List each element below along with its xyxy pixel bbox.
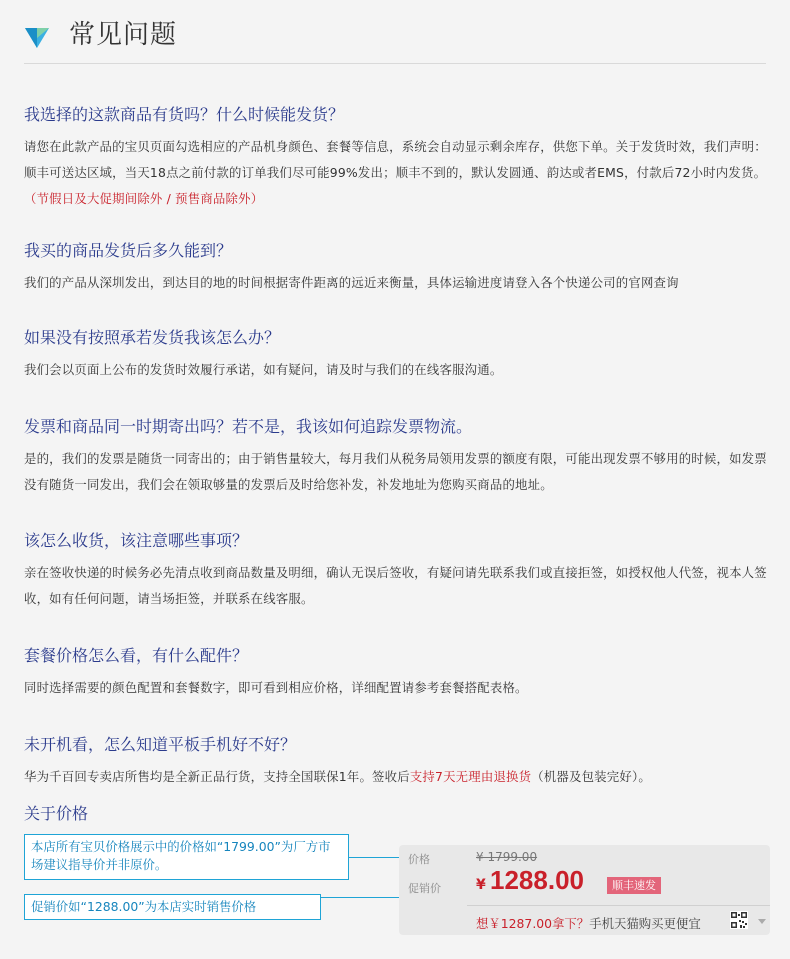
shipping-badge: 顺丰速发 [607, 877, 661, 894]
price-label: 价格 [408, 853, 430, 866]
faq-question: 如果没有按照承若发货我该怎么办？ [24, 328, 281, 347]
page-title: 常见问题 [69, 20, 178, 50]
faq-item [24, 416, 770, 498]
faq-answer: 我们的产品从深圳发出，到达目的地的时间根据寄件距离的远近来衡量，具体运输进度请登入各个快递公司的官网查询 [24, 275, 679, 290]
faq-answer-note: （节假日及大促期间除外 / 预售商品除外） [24, 191, 264, 206]
mobile-promo-link[interactable]: 想￥1287.00拿下？手机天猫购买更便宜 [476, 916, 701, 931]
qr-code-icon[interactable] [730, 911, 748, 929]
faq-question: 发票和商品同一时期寄出吗？若不是，我该如何追踪发票物流。 [24, 417, 473, 436]
faq-item [24, 240, 770, 296]
price-section-title: 关于价格 [24, 804, 89, 823]
faq-answer: 亲在签收快递的时候务必先清点收到商品数量及明细，确认无误后签收，有疑问请先联系我们或直接拒签，如授权他人代签，视本人签收，如有任何问题，请当场拒签，并联系在线客服。 [24, 565, 767, 606]
triangle-logo-icon [24, 24, 50, 50]
faq-answer: 我们会以页面上公布的发货时效履行承诺，如有疑问，请及时与我们的在线客服沟通。 [24, 362, 503, 377]
price-callout-original: 本店所有宝贝价格展示中的价格如“1799.00”为厂方市场建议指导价并非原价。 [24, 834, 349, 880]
callout-connector [349, 857, 401, 858]
faq-question: 未开机看，怎么知道平板手机好不好？ [24, 735, 297, 754]
faq-item [24, 530, 770, 612]
faq-answer: 华为千百回专卖店所售均是全新正品行货，支持全国联保1年。签收后支持7天无理由退换货（机器及包装完好）。 [24, 769, 651, 784]
faq-item [24, 327, 770, 383]
promo-currency: ¥ [476, 877, 486, 893]
faq-answer: 是的，我们的发票是随货一同寄出的；由于销售量较大，每月我们从税务局领用发票的额度有限，可能出现发票不够用的时候，如发票没有随货一同发出，我们会在领取够量的发票后及时给您补发，补发地址为您购买商品的地址。 [24, 451, 767, 492]
card-divider [467, 905, 770, 906]
faq-question: 我选择的这款商品有货吗？什么时候能发货？ [24, 105, 345, 124]
faq-answer: 同时选择需要的颜色配置和套餐数字，即可看到相应价格，详细配置请参考套餐搭配表格。 [24, 680, 528, 695]
price-callout-promo: 促销价如“1288.00”为本店实时销售价格 [24, 894, 321, 920]
faq-item [24, 645, 770, 701]
return-policy-highlight: 支持7天无理由退换货 [409, 769, 532, 784]
original-price: ¥ 1799.00 [476, 850, 538, 864]
promo-price: 1288.00 [490, 865, 584, 895]
faq-item [24, 104, 770, 212]
faq-question: 我买的商品发货后多久能到？ [24, 241, 233, 260]
page-header [24, 18, 766, 64]
callout-connector [321, 897, 401, 898]
caret-down-icon[interactable] [758, 919, 766, 924]
promo-label: 促销价 [408, 882, 441, 895]
faq-question: 套餐价格怎么看，有什么配件？ [24, 646, 249, 665]
faq-item [24, 734, 770, 790]
faq-answer: 请您在此款产品的宝贝页面勾选相应的产品机身颜色、套餐等信息，系统会自动显示剩余库存，供您下单。关于发货时效，我们声明：顺丰可送达区域，当天18点之前付款的订单我们尽可能99%发出；顺丰不到的，默认发圆通、韵达或者EMS，付款后72小时内发货。（节假日及大促期间除外 / 预售商品除外） [24, 139, 767, 206]
price-card [399, 845, 770, 935]
faq-question: 该怎么收货，该注意哪些事项？ [24, 531, 249, 550]
